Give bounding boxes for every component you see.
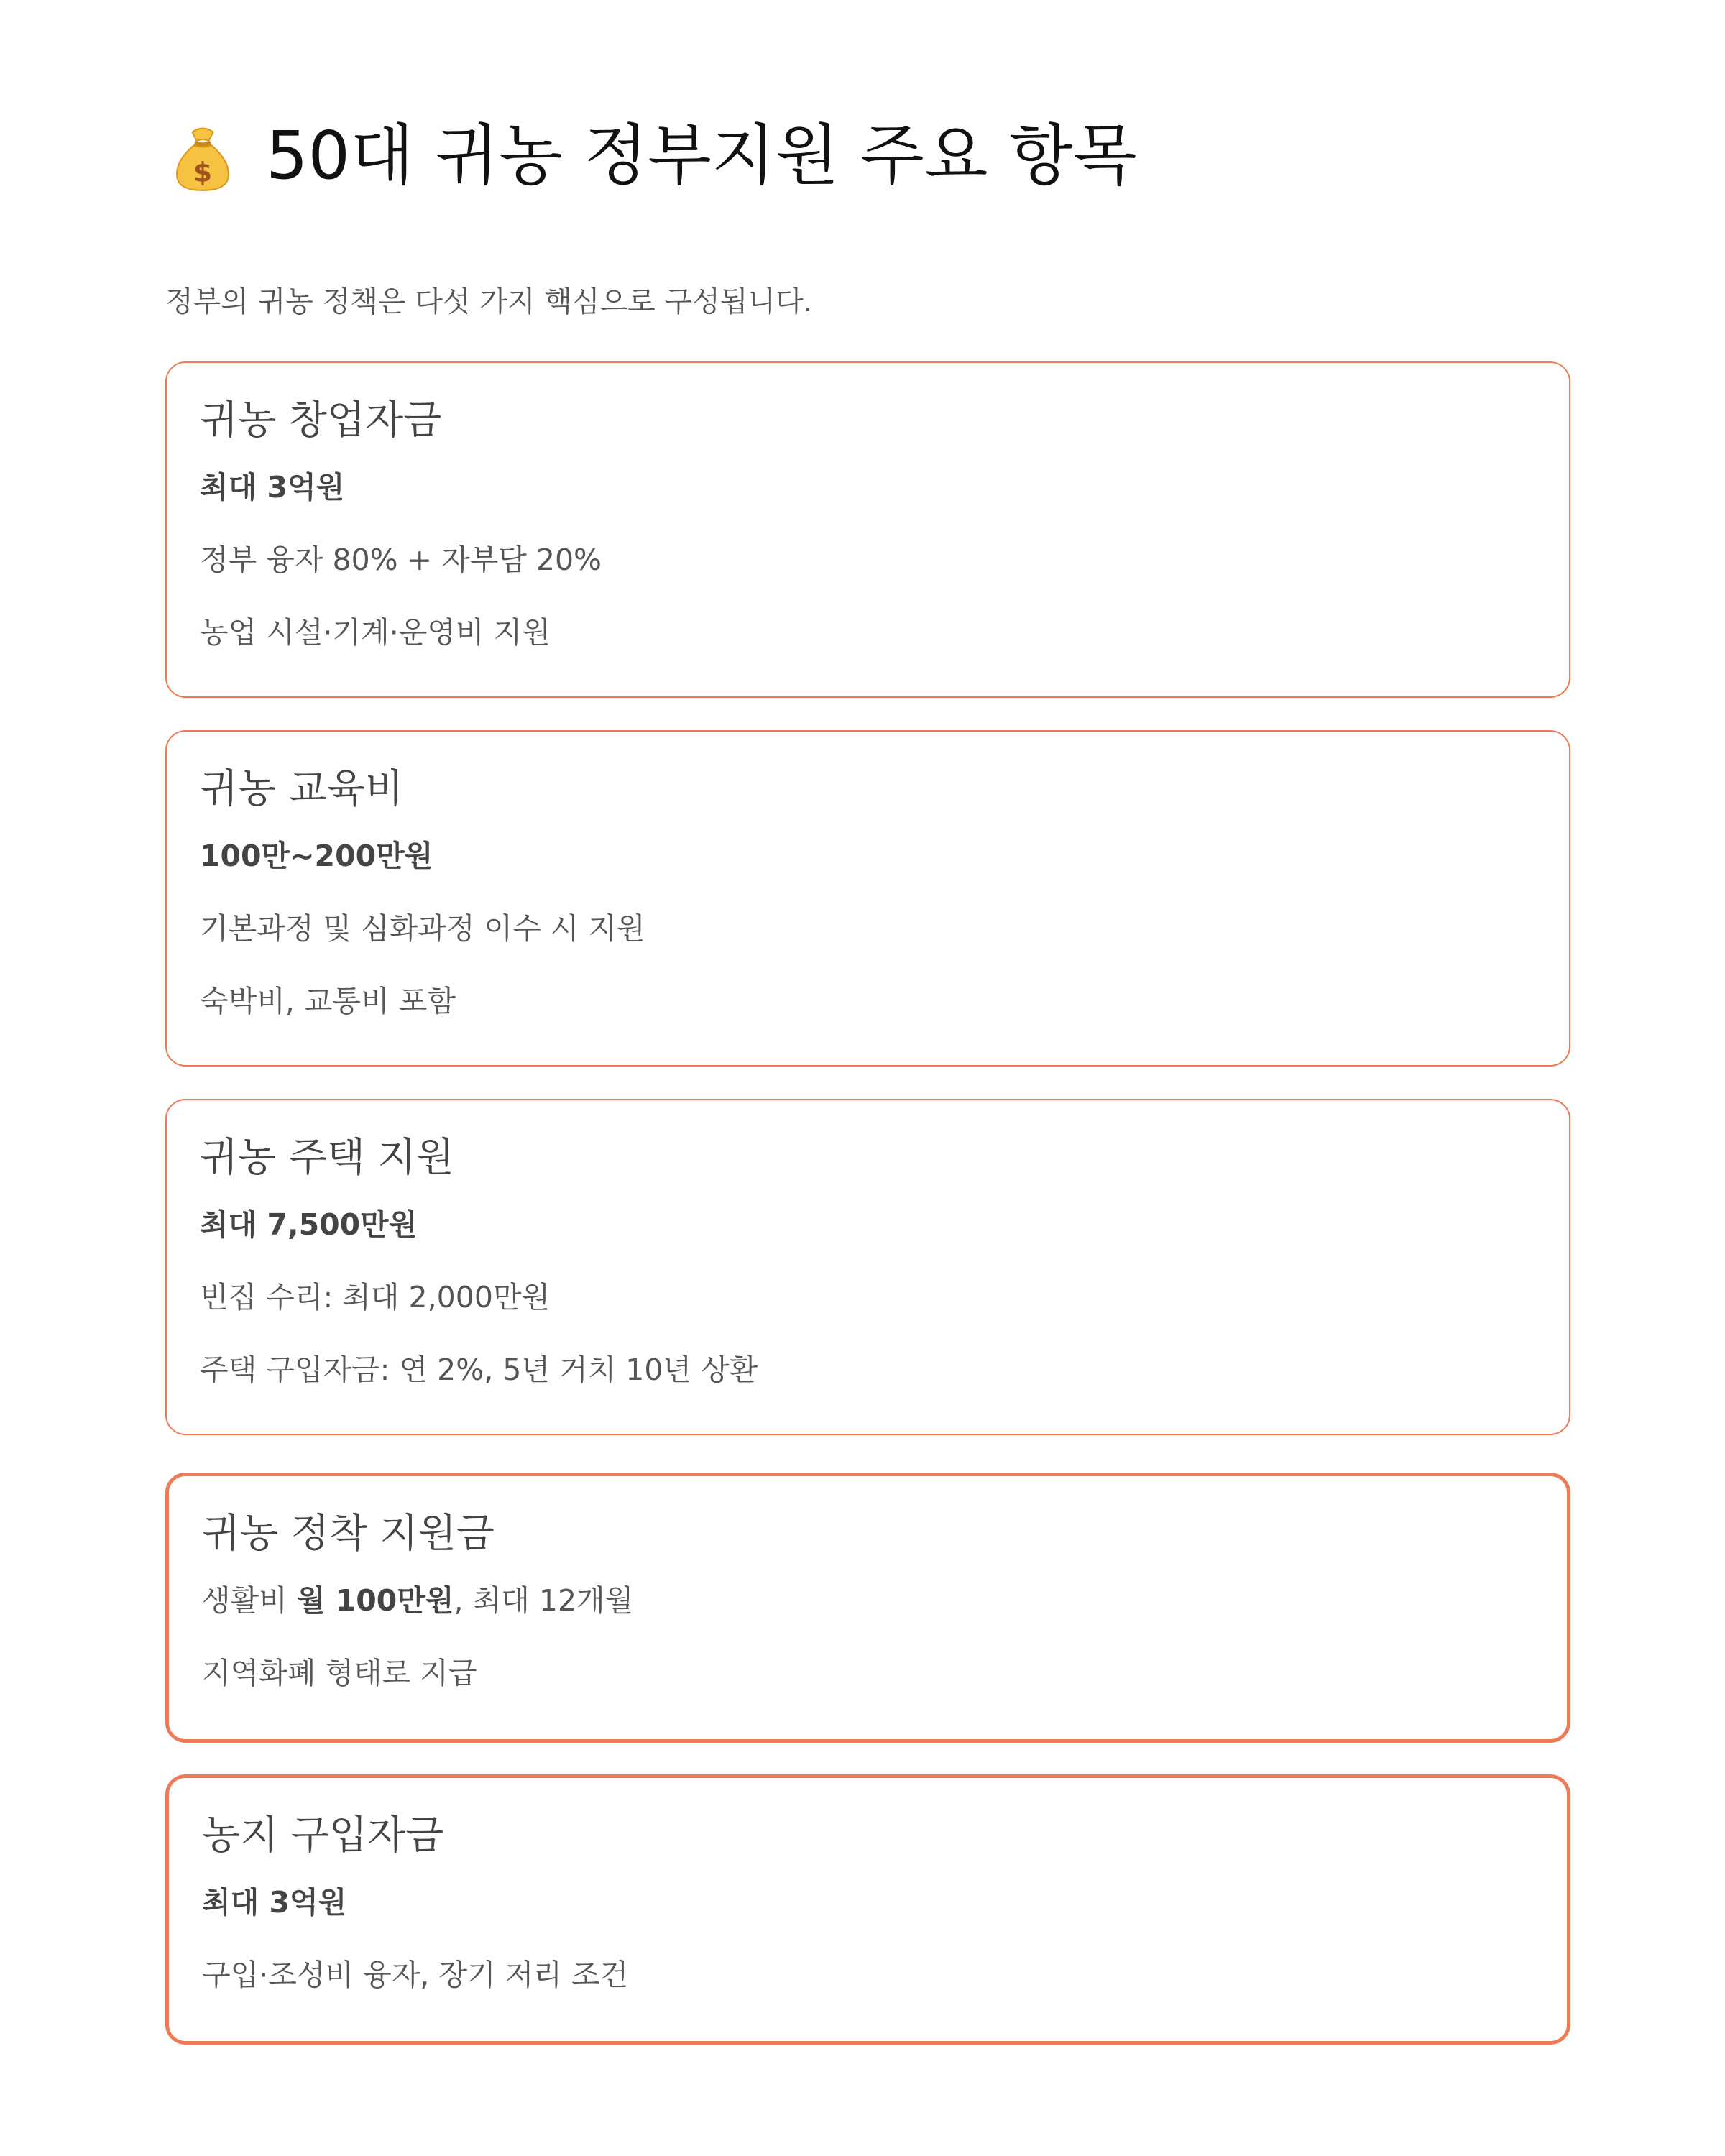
intro-text: 정부의 귀농 정책은 다섯 가지 핵심으로 구성됩니다.	[165, 285, 813, 318]
card-detail: 농업 시설·기계·운영비 지원	[200, 615, 551, 650]
card-settlement-grant	[165, 1473, 1570, 1743]
card-startup-fund	[165, 361, 1570, 698]
card-detail: 숙박비, 교통비 포함	[200, 984, 456, 1018]
card-detail	[202, 1577, 1534, 1624]
living-cost-suffix: , 최대 12개월	[454, 1583, 634, 1618]
svg-text:$: $	[193, 156, 213, 188]
money-bag-icon	[165, 119, 240, 193]
monthly-amount: 월 100만원	[296, 1583, 454, 1618]
card-detail: 주택 구입자금: 연 2%, 5년 거치 10년 상환	[200, 1353, 758, 1387]
card-title: 귀농 교육비	[200, 765, 404, 811]
card-highlight: 최대 7,500만원	[200, 1207, 418, 1242]
card-detail: 지역화폐 형태로 지급	[202, 1656, 477, 1690]
page-title-text: 50대 귀농 정부지원 주요 항목	[266, 117, 1137, 194]
card-farmland-fund	[165, 1774, 1570, 2045]
card-detail: 기본과정 및 심화과정 이수 시 지원	[200, 911, 645, 946]
card-highlight: 최대 3억원	[200, 470, 345, 505]
card-title: 농지 구입자금	[202, 1812, 444, 1858]
card-education-cost	[165, 730, 1570, 1067]
card-highlight: 최대 3억원	[202, 1885, 347, 1920]
card-detail: 구입·조성비 융자, 장기 저리 조건	[202, 1958, 629, 1992]
card-housing-support	[165, 1099, 1570, 1435]
card-title: 귀농 주택 지원	[200, 1134, 454, 1180]
living-cost-prefix: 생활비	[202, 1583, 297, 1618]
card-detail: 빈집 수리: 최대 2,000만원	[200, 1280, 551, 1314]
card-detail: 정부 융자 80% + 자부담 20%	[200, 543, 602, 577]
card-title: 귀농 정착 지원금	[202, 1510, 494, 1556]
card-highlight: 100만~200만원	[200, 839, 433, 873]
page-title	[165, 119, 1137, 193]
card-title: 귀농 창업자금	[200, 397, 442, 443]
